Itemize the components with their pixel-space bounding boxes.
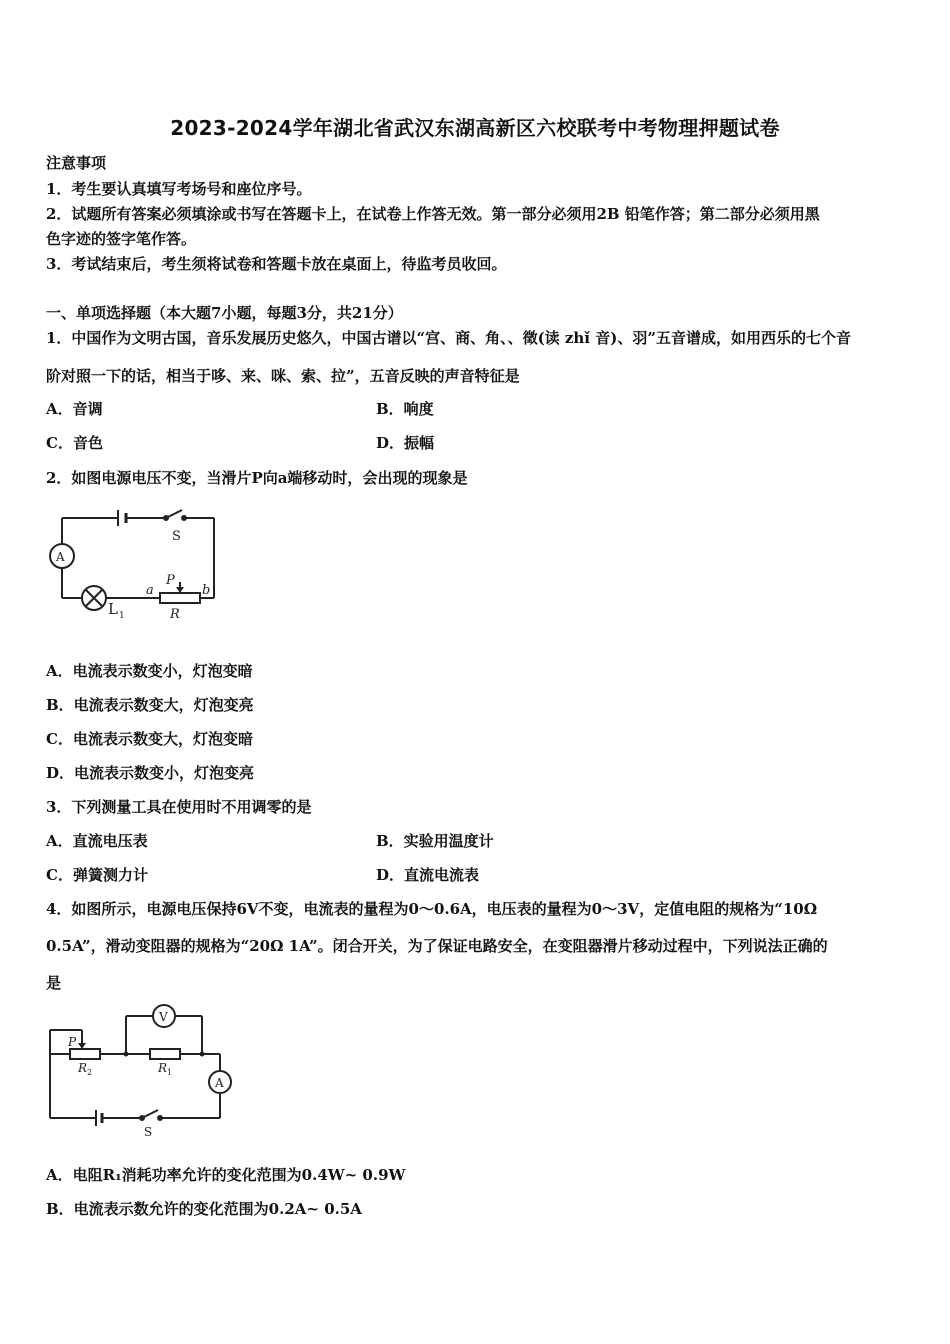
notice-item-2: 2．试题所有答案必须填涂或书写在答题卡上，在试卷上作答无效。第一部分必须用2B 铅笔作答；第二部分必须用黑 [46, 205, 820, 223]
q4-label-r2-sub: 2 [87, 1068, 93, 1077]
q1-option-c[interactable]: C．音色 [46, 434, 103, 452]
q3-stem: 3．下列测量工具在使用时不用调零的是 [46, 798, 312, 816]
q2-circuit-diagram [40, 500, 230, 630]
q2-label-lamp-sub: 1 [119, 611, 125, 621]
q4-option-a[interactable]: A．电阻R₁消耗功率允许的变化范围为0.4W~ 0.9W [46, 1166, 406, 1184]
q4-r2-body [70, 1049, 100, 1059]
q3-option-d[interactable]: D．直流电流表 [376, 866, 480, 884]
q4-label-p: P [68, 1035, 77, 1049]
q1-option-d[interactable]: D．振幅 [376, 434, 435, 452]
notice-item-1: 1．考生要认真填写考场号和座位序号。 [46, 180, 312, 198]
q2-label-lamp: L [108, 600, 118, 618]
q2-label-p: P [166, 573, 175, 588]
q2-label-r: R [170, 607, 180, 622]
q4-label-r2: R [78, 1061, 88, 1075]
q4-stem-line1: 4．如图所示，电源电压保持6V不变，电流表的量程为0～0.6A，电压表的量程为0～3V，定值电阻的规格为“10Ω [46, 900, 818, 918]
notice-item-3: 3．考试结束后，考生须将试卷和答题卡放在桌面上，待监考员收回。 [46, 255, 507, 273]
notice-item-2-cont: 色字迹的签字笔作答。 [46, 230, 197, 248]
q4-stem-line3: 是 [46, 974, 62, 992]
q2-rheostat-body [160, 593, 200, 603]
notice-heading: 注意事项 [46, 154, 107, 172]
q4-label-v: V [159, 1010, 168, 1024]
page-title: 2023-2024学年湖北省武汉东湖高新区六校联考中考物理押题试卷 [170, 116, 780, 140]
q4-label-r1-sub: 1 [167, 1068, 173, 1077]
q4-label-s: S [144, 1125, 153, 1139]
q2-switch-blade [166, 510, 182, 518]
q4-label-ammeter: A [215, 1076, 224, 1090]
q2-label-s: S [172, 529, 181, 544]
q2-option-d[interactable]: D．电流表示数变小，灯泡变亮 [46, 764, 255, 782]
q4-option-b[interactable]: B．电流表示数允许的变化范围为0.2A~ 0.5A [46, 1200, 362, 1218]
q4-label-r1: R [158, 1061, 168, 1075]
q1-stem-line2: 阶对照一下的话，相当于哆、来、咪、索、拉”，五音反映的声音特征是 [46, 367, 520, 385]
q4-circuit-diagram [44, 1000, 244, 1140]
q3-option-c[interactable]: C．弹簧测力计 [46, 866, 148, 884]
q2-stem: 2．如图电源电压不变，当滑片P向a端移动时，会出现的现象是 [46, 469, 468, 487]
q4-r1-body [150, 1049, 180, 1059]
q1-option-b[interactable]: B．响度 [376, 400, 434, 418]
q2-label-a: a [146, 583, 154, 598]
q2-label-ammeter: A [56, 550, 65, 564]
q2-option-c[interactable]: C．电流表示数变大，灯泡变暗 [46, 730, 253, 748]
section-heading: 一、单项选择题（本大题7小题，每题3分，共21分） [46, 304, 403, 322]
q1-stem-line1: 1．中国作为文明古国，音乐发展历史悠久，中国古谱以“宫、商、角、、徵(读 zhǐ 音)、羽”五音谱成，如用西乐的七个音 [46, 329, 851, 347]
q4-stem-line2: 0.5A”，滑动变阻器的规格为“20Ω 1A”。闭合开关，为了保证电路安全，在变阻器滑片移动过程中，下列说法正确的 [46, 937, 828, 955]
q4-switch-blade [142, 1110, 158, 1118]
q3-option-b[interactable]: B．实验用温度计 [376, 832, 494, 850]
q2-option-b[interactable]: B．电流表示数变大，灯泡变亮 [46, 696, 254, 714]
q2-option-a[interactable]: A．电流表示数变小，灯泡变暗 [46, 662, 253, 680]
q3-option-a[interactable]: A．直流电压表 [46, 832, 148, 850]
q1-option-a[interactable]: A．音调 [46, 400, 103, 418]
q2-label-b: b [202, 583, 211, 598]
